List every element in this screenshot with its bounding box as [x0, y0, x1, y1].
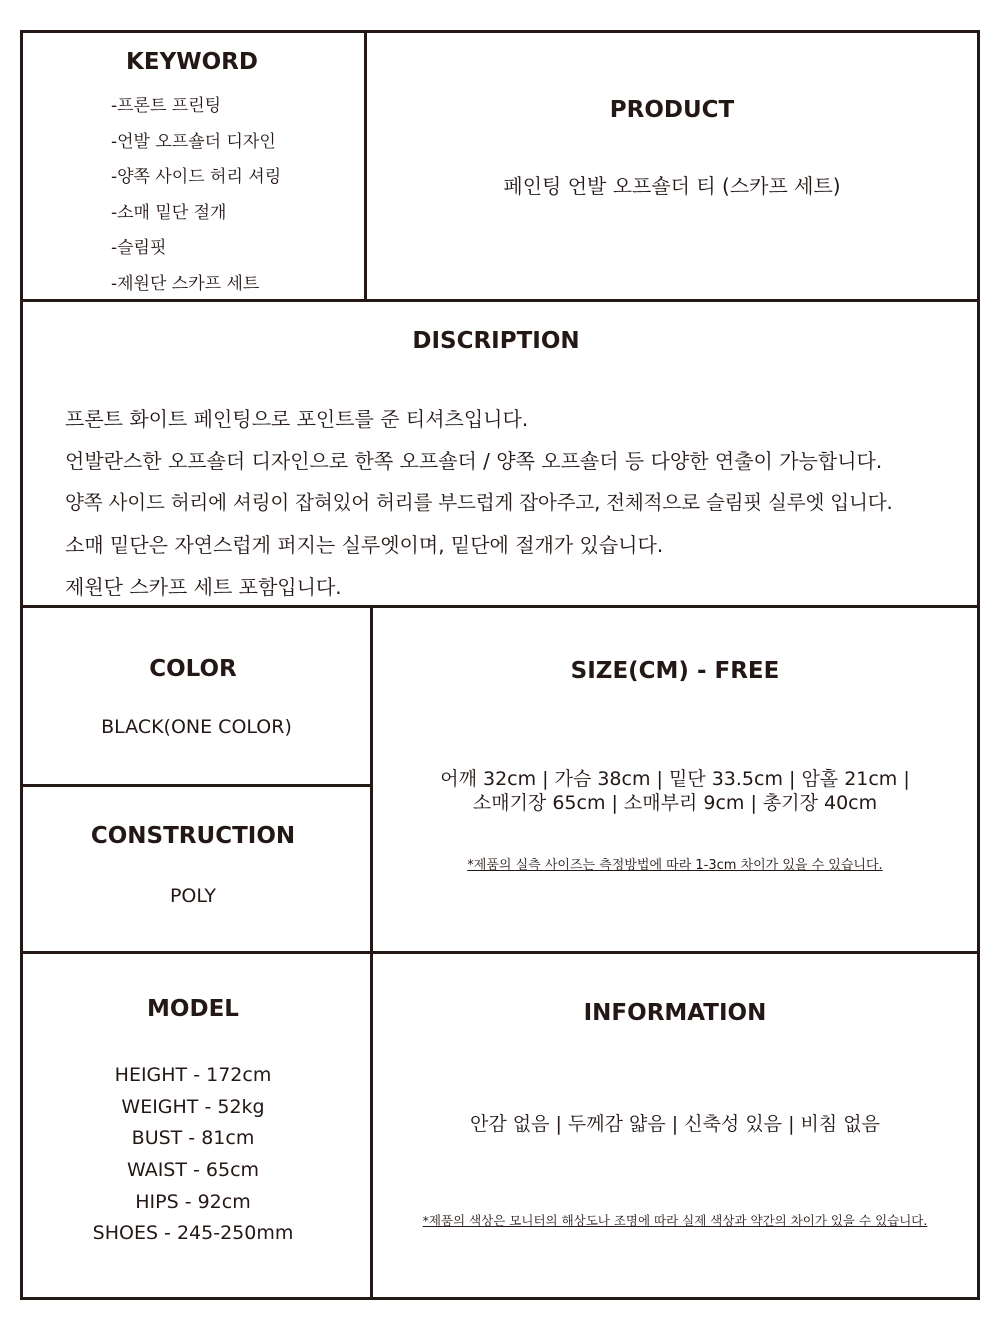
- information-note: *제품의 색상은 모니터의 해상도나 조명에 따라 실제 색상과 약간의 차이가 있을 수 있습니다.: [422, 1213, 928, 1228]
- description-line: 언발란스한 오프숄더 디자인으로 한쪽 오프숄더 / 양쪽 오프숄더 등 다양한 연출이 가능합니다.: [65, 449, 883, 473]
- product-name: 페인팅 언발 오프숄더 티 (스카프 세트): [503, 174, 841, 198]
- description-body: [65, 398, 977, 608]
- list-item: -양쪽 사이드 허리 셔링: [111, 167, 282, 187]
- size-note: *제품의 실측 사이즈는 측정방법에 따라 1-3cm 차이가 있을 수 있습니다.: [467, 858, 883, 873]
- information-details: 안감 없음 | 두께감 얇음 | 신축성 있음 | 비침 없음: [470, 1113, 880, 1135]
- description-line: 소매 밑단은 자연스럽게 퍼지는 실루엣이며, 밑단에 절개가 있습니다.: [65, 533, 664, 557]
- model-spec: HIPS - 92cm: [135, 1190, 251, 1213]
- construction-value: POLY: [169, 885, 217, 907]
- keyword-list: [111, 95, 281, 308]
- description-title: DISCRIPTION: [412, 328, 580, 354]
- model-spec: SHOES - 245-250mm: [92, 1222, 294, 1245]
- size-title: SIZE(CM) - FREE: [570, 658, 780, 684]
- size-section: [373, 608, 977, 951]
- description-line: 양쪽 사이드 허리에 셔링이 잡혀있어 허리를 부드럽게 잡아주고, 전체적으로 슬림핏 실루엣 입니다.: [65, 491, 893, 514]
- model-section: [23, 954, 370, 1297]
- keyword-section: [23, 33, 364, 299]
- construction-section: [23, 787, 370, 951]
- color-value: BLACK(ONE COLOR): [101, 716, 292, 738]
- model-specs: [23, 1064, 363, 1254]
- size-measurements-line1: 어깨 32cm | 가슴 38cm | 밑단 33.5cm | 암홀 21cm |: [440, 768, 910, 790]
- color-section: [23, 608, 370, 784]
- size-measurements-line2: 소매기장 65cm | 소매부리 9cm | 총기장 40cm: [472, 792, 878, 814]
- list-item: -제원단 스카프 세트: [111, 273, 260, 294]
- model-spec: HEIGHT - 172cm: [114, 1064, 272, 1086]
- model-title: MODEL: [147, 996, 239, 1022]
- construction-title: CONSTRUCTION: [90, 823, 296, 849]
- product-info-table: [20, 30, 980, 1300]
- description-section: [23, 302, 977, 605]
- model-spec: WEIGHT - 52kg: [121, 1095, 265, 1118]
- model-spec: BUST - 81cm: [131, 1127, 255, 1150]
- product-title: PRODUCT: [609, 97, 735, 123]
- product-section: [367, 33, 977, 299]
- list-item: -언발 오프숄더 디자인: [111, 131, 276, 152]
- color-title: COLOR: [149, 656, 237, 682]
- description-line: 프론트 화이트 페인팅으로 포인트를 준 티셔츠입니다.: [65, 407, 529, 431]
- description-line: 제원단 스카프 세트 포함입니다.: [65, 575, 342, 599]
- information-section: [373, 954, 977, 1297]
- list-item: -소매 밑단 절개: [111, 202, 227, 223]
- keyword-title: KEYWORD: [126, 49, 258, 75]
- model-spec: WAIST - 65cm: [126, 1159, 260, 1182]
- list-item: -슬림핏: [111, 238, 167, 258]
- information-title: INFORMATION: [583, 1000, 767, 1026]
- list-item: -프론트 프린팅: [111, 96, 222, 116]
